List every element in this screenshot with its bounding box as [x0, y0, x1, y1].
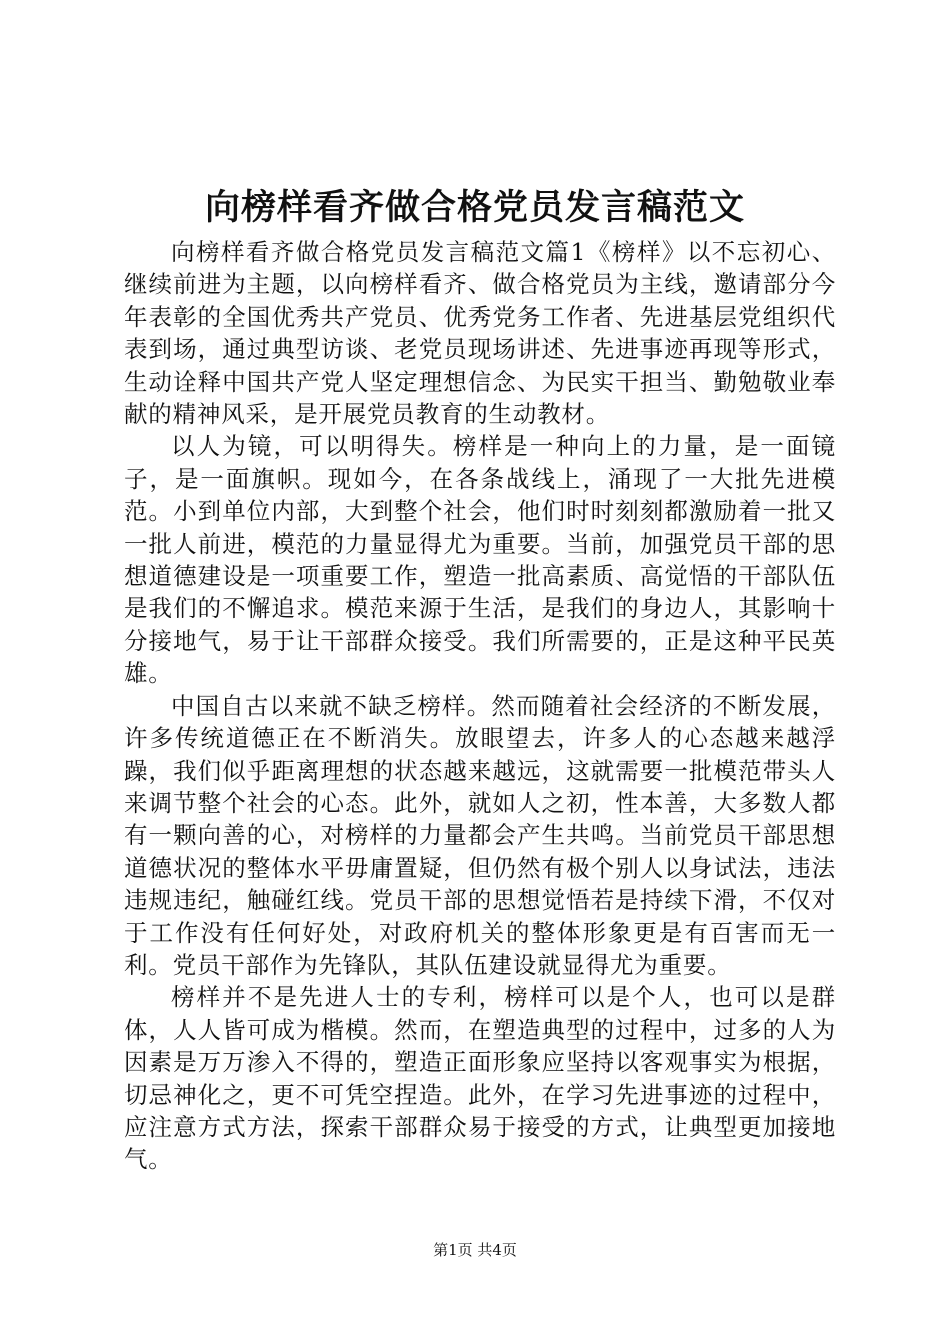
paragraph-3: 中国自古以来就不缺乏榜样。然而随着社会经济的不断发展，许多传统道德正在不断消失。放眼望去，许多人的心态越来越浮躁，我们似乎距离理想的状态越来越远，这就需要一批模范带头人来调节整个社会的心态。此外，就如人之初，性本善，大多数人都有一颗向善的心，对榜样的力量都会产生共鸣。当前党员干部思想道德状况的整体水平毋庸置疑，但仍然有极个别人以身试法，违法违规违纪，触碰红线。党员干部的思想觉悟若是持续下滑，不仅对于工作没有任何好处，对政府机关的整体形象更是有百害而无一利。党员干部作为先锋队，其队伍建设就显得尤为重要。: [124, 691, 836, 979]
paragraph-2: 以人为镜，可以明得失。榜样是一种向上的力量，是一面镜子，是一面旗帜。现如今，在各条战线上，涌现了一大批先进模范。小到单位内部，大到整个社会，他们时时刻刻都激励着一批又一批人前进，模范的力量显得尤为重要。当前，加强党员干部的思想道德建设是一项重要工作，塑造一批高素质、高觉悟的干部队伍是我们的不懈追求。模范来源于生活，是我们的身边人，其影响十分接地气，易于让干部群众接受。我们所需要的，正是这种平民英雄。: [124, 432, 836, 688]
page-number-footer: 第1页 共4页: [433, 1241, 517, 1259]
paragraph-1: 向榜样看齐做合格党员发言稿范文篇1《榜样》以不忘初心、继续前进为主题，以向榜样看齐、做合格党员为主线，邀请部分今年表彰的全国优秀共产党员、优秀党务工作者、先进基层党组织代表到场，通过典型访谈、老党员现场讲述、先进事迹再现等形式，生动诠释中国共产党人坚定理想信念、为民实干担当、勤勉敬业奉献的精神风采，是开展党员教育的生动教材。: [124, 238, 836, 429]
document-body: [124, 236, 836, 1176]
paragraph-4: 榜样并不是先进人士的专利，榜样可以是个人，也可以是群体，人人皆可成为楷模。然而，在塑造典型的过程中，过多的人为因素是万万渗入不得的，塑造正面形象应坚持以客观事实为根据，切忌神化之，更不可凭空捏造。此外，在学习先进事迹的过程中，应注意方式方法，探索干部群众易于接受的方式，让典型更加接地气。: [124, 983, 836, 1174]
document-title: 向榜样看齐做合格党员发言稿范文: [204, 187, 745, 228]
